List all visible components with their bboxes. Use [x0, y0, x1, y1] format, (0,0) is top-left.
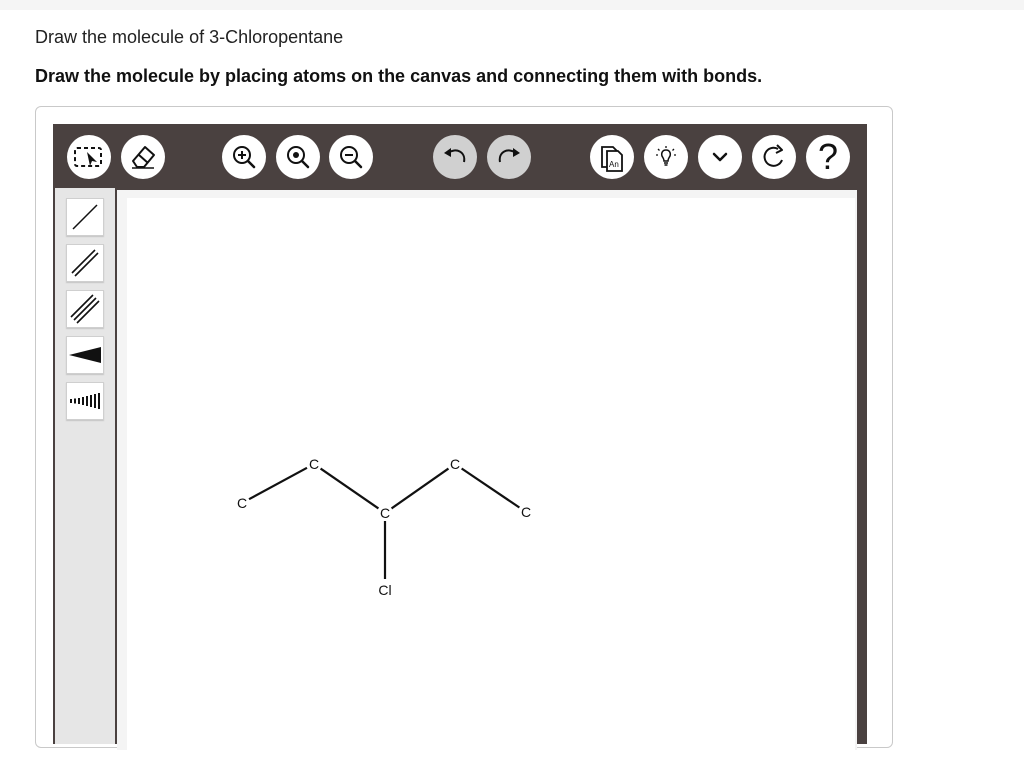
bond-c4-c5[interactable]	[462, 468, 520, 507]
molecule-editor	[53, 124, 867, 744]
atom-label-icon	[597, 142, 627, 172]
eraser-tool-button[interactable]	[121, 135, 165, 179]
zoom-in-icon	[231, 144, 257, 170]
select-tool-button[interactable]	[67, 135, 111, 179]
atom-c2[interactable]: C	[308, 456, 320, 472]
triple-bond-button[interactable]	[66, 290, 104, 328]
editor-toolbar	[53, 124, 867, 188]
atom-c1[interactable]: C	[236, 495, 248, 511]
refresh-icon	[760, 143, 788, 171]
hash-bond-icon	[68, 386, 102, 416]
zoom-out-icon	[338, 144, 364, 170]
atom-label-text: An	[609, 160, 619, 169]
molecule-drawing	[127, 198, 855, 758]
hint-button[interactable]	[644, 135, 688, 179]
top-strip	[0, 0, 1024, 10]
single-bond-icon	[70, 202, 100, 232]
zoom-in-button[interactable]	[222, 135, 266, 179]
atom-c4[interactable]: C	[449, 456, 461, 472]
chevron-down-icon	[709, 146, 731, 168]
zoom-fit-icon	[285, 144, 311, 170]
bond-sidebar	[55, 188, 115, 744]
double-bond-icon	[70, 248, 100, 278]
redo-icon	[494, 144, 524, 170]
wedge-bond-button[interactable]	[66, 336, 104, 374]
hash-bond-button[interactable]	[66, 382, 104, 420]
atom-c3[interactable]: C	[379, 505, 391, 521]
reset-button[interactable]	[752, 135, 796, 179]
question-text: Draw the molecule of 3-Chloropentane	[35, 27, 344, 47]
bond-c2-c3[interactable]	[321, 469, 379, 509]
instruction-text: Draw the molecule by placing atoms on the canvas and connecting them with bonds.	[35, 66, 763, 86]
bond-c1-c2[interactable]	[249, 468, 307, 499]
drawing-canvas[interactable]	[127, 198, 855, 758]
redo-button[interactable]	[487, 135, 531, 179]
more-options-button[interactable]	[698, 135, 742, 179]
help-button[interactable]	[806, 135, 850, 179]
select-arrow-icon	[72, 143, 106, 171]
canvas-area	[117, 190, 857, 750]
triple-bond-icon	[70, 294, 100, 324]
single-bond-button[interactable]	[66, 198, 104, 236]
bond-c3-c4[interactable]	[392, 469, 449, 509]
atom-label-button[interactable]	[590, 135, 634, 179]
zoom-reset-button[interactable]	[276, 135, 320, 179]
question-icon: ?	[817, 136, 839, 177]
eraser-icon	[128, 143, 158, 171]
undo-button[interactable]	[433, 135, 477, 179]
wedge-bond-icon	[68, 340, 102, 370]
double-bond-button[interactable]	[66, 244, 104, 282]
undo-icon	[440, 144, 470, 170]
lightbulb-icon	[654, 145, 678, 169]
atom-c5[interactable]: C	[520, 504, 532, 520]
zoom-out-button[interactable]	[329, 135, 373, 179]
atom-cl[interactable]: Cl	[378, 582, 392, 598]
